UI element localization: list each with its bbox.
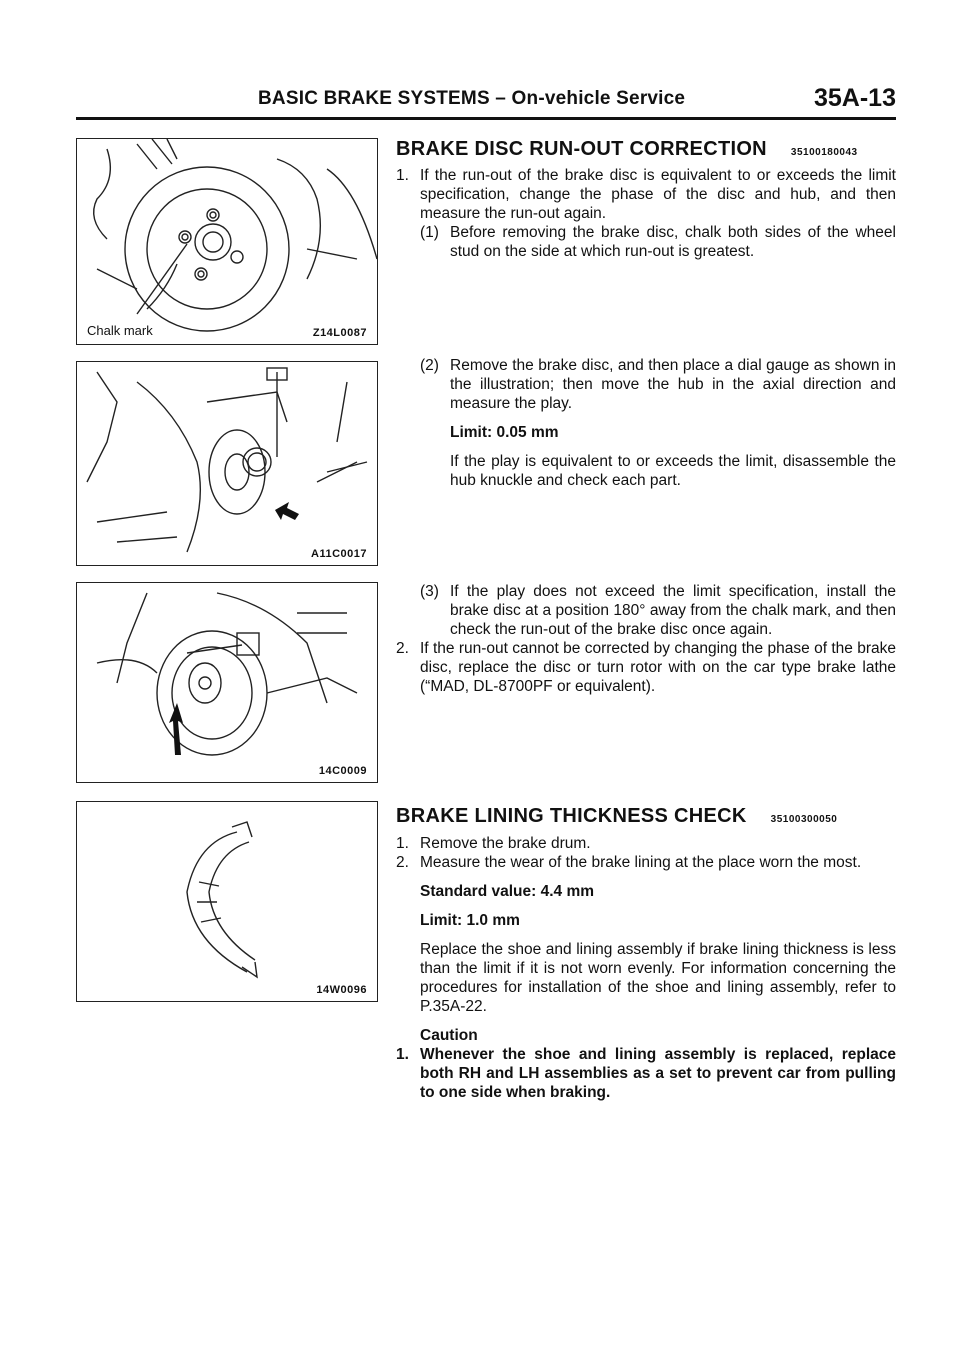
lining-check-block xyxy=(396,834,896,1102)
figure-dial-gauge-disc xyxy=(76,582,378,783)
lining-note: Replace the shoe and lining assembly if brake lining thickness is less than the limit if it is not worn evenly. For information concerning the procedures for installation of the shoe and lining assembly, refer to P.35A-22. xyxy=(420,941,896,1015)
figure-code: 14C0009 xyxy=(318,765,367,777)
runout-step-1-block xyxy=(396,166,896,261)
figure-dial-gauge-hub xyxy=(76,361,378,566)
section-title-lining xyxy=(396,805,837,828)
section-title-text: BRAKE LINING THICKNESS CHECK xyxy=(396,805,747,827)
standard-value: Standard value: 4.4 mm xyxy=(420,883,595,900)
lining-limit: Limit: 1.0 mm xyxy=(420,912,520,929)
substep-text: Remove the brake disc, and then place a dial gauge as shown in the illustration; then move the hub in the axial direction and measure the play. xyxy=(450,357,896,412)
figure-code: 14W0096 xyxy=(316,984,367,996)
play-limit: Limit: 0.05 mm xyxy=(450,424,559,441)
caution-number: 1. xyxy=(396,1046,409,1063)
play-limit-note: If the play is equivalent to or exceeds the limit, disassemble the hub knuckle and check each part. xyxy=(450,453,896,489)
dial-gauge-illustration xyxy=(77,362,377,565)
step-number: 2. xyxy=(396,854,409,871)
section-title-runout xyxy=(396,138,858,161)
runout-substep-2-block xyxy=(396,356,896,490)
section-code: 35100180043 xyxy=(790,147,858,158)
caution-item-1 xyxy=(396,1045,896,1102)
figure-brake-shoe xyxy=(76,801,378,1002)
step-text: Remove the brake drum. xyxy=(420,835,591,852)
runout-substep-2 xyxy=(396,356,896,413)
chalk-mark-label: Chalk mark xyxy=(87,323,153,338)
figure-code: Z14L0087 xyxy=(312,327,367,339)
arrow-icon xyxy=(275,502,299,520)
substep-text: Before removing the brake disc, chalk both sides of the wheel stud on the side at which run-out is greatest. xyxy=(450,224,896,260)
brake-shoe-illustration xyxy=(77,802,377,1001)
runout-substep-3 xyxy=(396,582,896,639)
page-header xyxy=(76,86,896,120)
figure-code: A11C0017 xyxy=(311,548,367,560)
caution-title: Caution xyxy=(420,1027,478,1044)
step-text: If the run-out of the brake disc is equivalent to or exceeds the limit specification, change the phase of the disc and hub, and then measure the run-out again. xyxy=(420,167,896,222)
header-title: BASIC BRAKE SYSTEMS – On-vehicle Service xyxy=(258,88,686,109)
page-number: 35A-13 xyxy=(814,84,896,112)
substep-number: (1) xyxy=(420,224,439,241)
step-number: 1. xyxy=(396,167,409,184)
substep-number: (2) xyxy=(420,357,439,374)
step-number: 2. xyxy=(396,640,409,657)
disc-hub-illustration xyxy=(77,139,377,344)
rotation-arrow-icon xyxy=(169,703,183,755)
section-code: 35100300050 xyxy=(770,814,838,825)
step-text: Measure the wear of the brake lining at the place worn the most. xyxy=(420,854,862,871)
header-rule xyxy=(76,117,896,120)
caution-text: Whenever the shoe and lining assembly is replaced, replace both RH and LH assemblies as a set to prevent car from pulling to one side when braking. xyxy=(420,1046,896,1101)
runout-substep-1 xyxy=(396,223,896,261)
runout-substep-3-block xyxy=(396,582,896,696)
lining-step-2 xyxy=(396,853,896,872)
runout-step-2 xyxy=(396,639,896,696)
lining-step-1 xyxy=(396,834,896,853)
section-title-text: BRAKE DISC RUN-OUT CORRECTION xyxy=(396,138,767,160)
runout-step-1 xyxy=(396,166,896,223)
substep-text: If the play does not exceed the limit specification, install the brake disc at a position 180° away from the chalk mark, and then check the run-out of the brake disc once again. xyxy=(450,583,896,638)
runout-check-illustration xyxy=(77,583,377,782)
substep-number: (3) xyxy=(420,583,439,600)
step-text: If the run-out cannot be corrected by changing the phase of the brake disc, replace the disc or turn rotor with on the car type brake lathe (“MAD, DL-8700PF or equivalent). xyxy=(420,640,896,695)
figure-chalk-mark xyxy=(76,138,378,345)
step-number: 1. xyxy=(396,835,409,852)
